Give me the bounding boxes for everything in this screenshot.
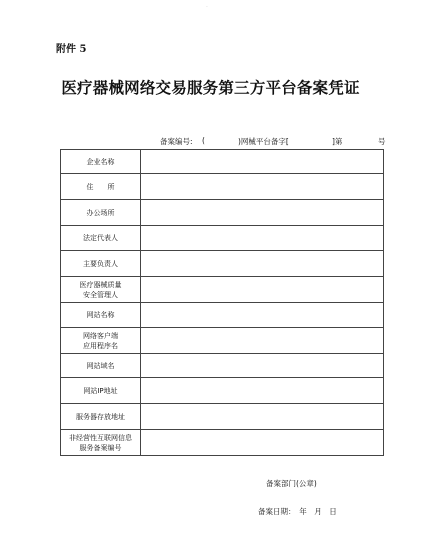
form-row-label-line: 服务备案编号 bbox=[79, 443, 122, 452]
attachment-label: 附件 5 bbox=[56, 44, 87, 55]
form-row-label bbox=[61, 303, 141, 328]
form-row-label-line: 网络客户端 bbox=[83, 331, 118, 340]
form-row-value[interactable] bbox=[141, 174, 384, 200]
form-row-label-line: 应用程序名 bbox=[83, 341, 118, 350]
form-row-label-line: 办公场所 bbox=[86, 208, 115, 217]
form-row bbox=[61, 378, 384, 404]
form-row-value[interactable] bbox=[141, 354, 384, 378]
form-row-value[interactable] bbox=[141, 251, 384, 277]
filing-department: 备案部门(公章) bbox=[266, 479, 317, 488]
form-row bbox=[61, 150, 384, 174]
form-row-value[interactable] bbox=[141, 277, 384, 303]
form-row bbox=[61, 174, 384, 200]
form-row bbox=[61, 251, 384, 277]
form-row-value[interactable] bbox=[141, 303, 384, 328]
form-row-value[interactable] bbox=[141, 430, 384, 456]
form-row-label-line: 服务器存放地址 bbox=[76, 412, 125, 421]
form-row-label-line: 主要负责人 bbox=[83, 259, 118, 268]
form-row bbox=[61, 200, 384, 226]
form-row-value[interactable] bbox=[141, 226, 384, 251]
page-title: 医疗器械网络交易服务第三方平台备案凭证 bbox=[61, 79, 360, 97]
filing-date: 备案日期： 年 月 日 bbox=[258, 507, 337, 516]
form-row-label bbox=[61, 328, 141, 354]
form-row-label bbox=[61, 378, 141, 404]
registration-bracket-close: ]第 bbox=[332, 137, 343, 146]
registration-platform-code: )网械平台备字[ bbox=[238, 137, 289, 146]
form-row bbox=[61, 226, 384, 251]
form-row-value[interactable] bbox=[141, 378, 384, 404]
form-row-label bbox=[61, 251, 141, 277]
form-row-value[interactable] bbox=[141, 150, 384, 174]
form-row-label bbox=[61, 404, 141, 430]
form-row bbox=[61, 404, 384, 430]
form-row-label bbox=[61, 226, 141, 251]
form-row-label-line: 安全管理人 bbox=[83, 290, 118, 299]
form-row-value[interactable] bbox=[141, 404, 384, 430]
form-row-label-line: 住 所 bbox=[86, 182, 115, 191]
form-row-label-line: 医疗器械质量 bbox=[79, 280, 122, 289]
form-row-label-line: 非经营性互联网信息 bbox=[69, 433, 132, 442]
registration-hao: 号 bbox=[378, 137, 386, 146]
registration-form-table bbox=[60, 149, 384, 456]
form-row-label bbox=[61, 277, 141, 303]
form-row-label-line: 网站IP地址 bbox=[83, 386, 118, 395]
form-row-value[interactable] bbox=[141, 200, 384, 226]
form-row bbox=[61, 303, 384, 328]
form-row-label bbox=[61, 430, 141, 456]
form-row bbox=[61, 430, 384, 456]
form-row bbox=[61, 277, 384, 303]
form-row-label bbox=[61, 354, 141, 378]
form-row-label-line: 法定代表人 bbox=[83, 234, 118, 242]
form-row bbox=[61, 354, 384, 378]
form-row-label-line: 网站域名 bbox=[86, 361, 115, 370]
form-row bbox=[61, 328, 384, 354]
form-row-label-line: 网站名称 bbox=[86, 311, 115, 319]
form-row-value[interactable] bbox=[141, 328, 384, 354]
registration-number-label: 备案编号: bbox=[160, 137, 193, 146]
top-dot-mark: · bbox=[206, 4, 208, 11]
form-row-label bbox=[61, 200, 141, 226]
form-row-label-line: 企业名称 bbox=[86, 157, 115, 166]
form-row-label bbox=[61, 174, 141, 200]
registration-paren-open: ( bbox=[202, 136, 205, 145]
form-row-label bbox=[61, 150, 141, 174]
